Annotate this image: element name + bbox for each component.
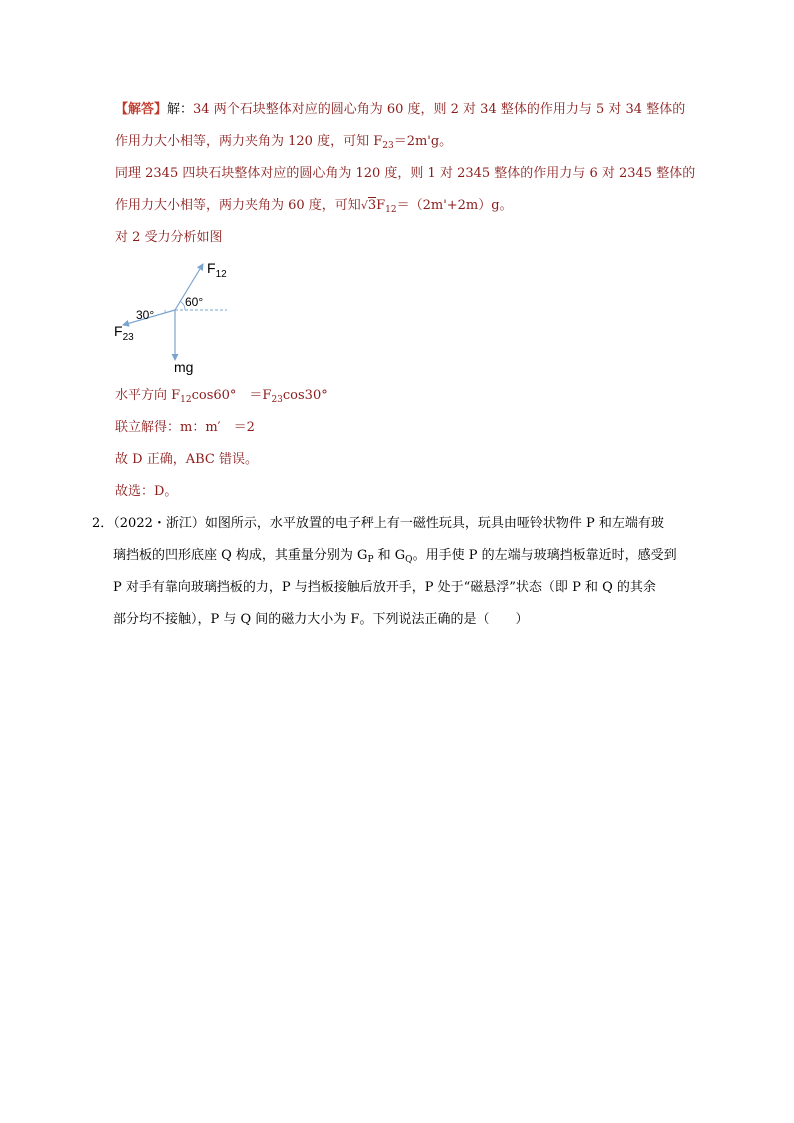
answer-text: 作用力大小相等，两力夹角为 60 度，可知 xyxy=(115,198,361,213)
answer-prefix: 解： xyxy=(167,102,194,117)
subscript: 23 xyxy=(382,141,394,151)
f23-label: $F_{23}$ xyxy=(114,323,134,343)
angle-30-label: 30° xyxy=(136,308,155,322)
solution-line-combine xyxy=(115,418,255,438)
angle-arc-30 xyxy=(165,310,166,313)
question-2-line-4 xyxy=(113,610,528,630)
answer-text: 作用力大小相等，两力夹角为 120 度，可知 F xyxy=(115,134,383,149)
answer-text: 故 D 正确，ABC 错误。 xyxy=(115,452,258,467)
f12-label: $F_{12}$ xyxy=(207,260,227,280)
solution-line-5 xyxy=(115,228,223,248)
answer-text: cos60° ＝F xyxy=(191,388,272,403)
answer-text: 联立解得：m：m′ ＝2 xyxy=(115,420,255,435)
answer-text: ＝（2m'+2m）g。 xyxy=(396,198,513,213)
sqrt-argument: 3 xyxy=(367,198,377,213)
subscript: Q xyxy=(405,555,413,565)
question-text: P 对手有靠向玻璃挡板的力，P 与挡板接触后放开手，P 处于“磁悬浮”状态（即 P 和 Q 的其余 xyxy=(113,580,656,595)
angle-60-label: 60° xyxy=(185,295,204,309)
solution-line-3 xyxy=(115,164,695,184)
solution-line-2 xyxy=(115,132,452,152)
question-text: 。用手使 P 的左端与玻璃挡板靠近时，感受到 xyxy=(412,548,677,563)
subscript: 23 xyxy=(271,395,283,405)
answer-text: 水平方向 F xyxy=(115,388,181,403)
answer-text: 34 两个石块整体对应的圆心角为 60 度，则 2 对 34 整体的作用力与 5 对 34 整体的 xyxy=(193,102,686,117)
sqrt-sign: √ xyxy=(360,199,368,212)
subscript: 12 xyxy=(385,205,397,215)
question-text: 和 G xyxy=(373,548,406,563)
answer-text: ＝2m'g。 xyxy=(393,134,453,149)
force-analysis-caption: 对 2 受力分析如图 xyxy=(115,230,223,245)
solution-line-1 xyxy=(115,100,685,120)
subscript: 12 xyxy=(180,395,192,405)
solution-line-choice xyxy=(115,482,177,502)
force-diagram xyxy=(105,254,255,376)
question-text: （2022・浙江）如图所示，水平放置的电子秤上有一磁性玩具，玩具由哑铃状物件 P 和左端有玻 xyxy=(113,516,664,531)
question-2-line-1 xyxy=(92,514,664,534)
question-number: 2． xyxy=(92,516,114,531)
question-2-line-2 xyxy=(113,546,677,566)
answer-text: 同理 2345 四块石块整体对应的圆心角为 120 度，则 1 对 2345 整体的作用力与 6 对 2345 整体的 xyxy=(115,166,696,181)
question-text: 璃挡板的凹形底座 Q 构成，其重量分别为 G xyxy=(113,548,368,563)
solution-line-conclusion xyxy=(115,450,258,470)
answer-tag: 【解答】 xyxy=(115,102,168,117)
solution-line-4 xyxy=(115,196,513,216)
solution-line-horizontal xyxy=(115,386,328,406)
question-text: 部分均不接触），P 与 Q 间的磁力大小为 F。下列说法正确的是（ ） xyxy=(113,612,529,627)
answer-text: cos30° xyxy=(282,388,328,403)
subscript: P xyxy=(367,555,374,565)
answer-text: 故选：D。 xyxy=(115,484,178,499)
question-2-line-3 xyxy=(113,578,656,598)
mg-label: mg xyxy=(174,359,194,375)
answer-text: F xyxy=(376,198,386,213)
